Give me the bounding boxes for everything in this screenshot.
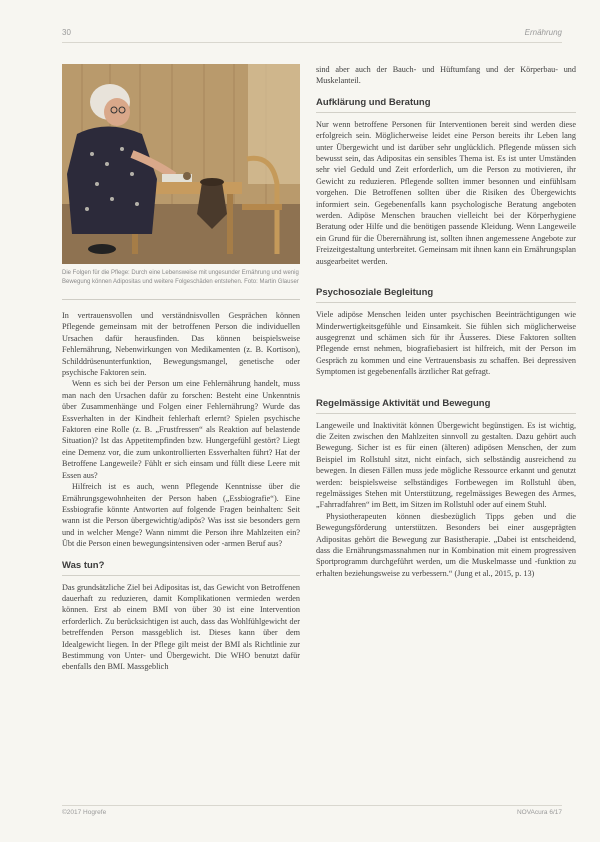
right-column (316, 64, 576, 579)
section-heading-aktivitaet: Regelmässige Aktivität und Bewegung (316, 398, 576, 414)
body-paragraph: Das grundsätzliche Ziel bei Adipositas ist, das Gewicht von Betroffenen dauerhaft zu reduzieren, damit Komplikationen vermieden werden können. Erst ab einem BMI von über 30 ist eine Intervention erforderlich. Zu berücksichtigen ist auch, dass das Wohlfühlgewicht der betreffenden Person massgeblich ist. Dieses kann über dem Idealgewicht liegen. In der Pflege gilt meist der BMI als Richtlinie zur Bestimmung von Unter- und Übergewicht. Die WHO benutzt dafür ebenfalls den BMI. Massgeblich (62, 582, 300, 672)
body-paragraph: Hilfreich ist es auch, wenn Pflegende Kenntnisse über die Ernährungsgewohnheiten der Person haben („Essbiografie“). Eine Essbiografie könnte Antworten auf folgende Fragen beinhalten: Seit wann ist die Person übergewichtig/adipös? Was isst sie besonders gern und in welcher Menge? Wann nimmt die Person ihre Mahlzeiten ein? Übt die Person einen bewegungsintensiven oder -armen Beruf aus? (62, 482, 300, 549)
body-paragraph: Viele adipöse Menschen leiden unter psychischen Beeinträchtigungen wie Minderwertigkeitsgefühle und Einsamkeit. Sie fühlen sich möglicherweise ausgegrenzt und schämen sich für ihr Äusseres. Diese Faktoren sollten Pflegende ernst nehmen, biografiebasiert ist hilfreich, mit der Person im Gespräch zu kommen und eine Vertrauensbasis zu schaffen. Bei depressiven Symptomen ist gegebenenfalls ärztlicher Rat gefragt. (316, 310, 576, 377)
section-name: Ernährung (524, 28, 562, 37)
page-footer (62, 805, 562, 816)
body-paragraph: sind aber auch der Bauch- und Hüftumfang und der Körperbau- und Muskelanteil. (316, 65, 576, 86)
body-paragraph: Langeweile und Inaktivität können Übergewicht begünstigen. Es ist wichtig, die Zeiten zwischen den Mahlzeiten sinnvoll zu gestalten. Dazu gehört auch Bewegung. Sicher ist es für einen (älteren) adipösen Menschen, der zum Beispiel im Rollstuhl sitzt, nicht einfach, sich selbständig ausreichend zu bewegen. In diesen Fällen muss jede mögliche Ressource erkannt und genutzt werden: beispielsweise selbständiges Fortbewegen im Rollstuhl üben, regelmässiges Stehen mit Unterstützung, regelmässiges Bewegen des Armes, „Fahrradfahren“ im Bett, im Sitzen im Rollstuhl oder auf einem Stuhl. (316, 420, 576, 510)
page-number: 30 (62, 28, 71, 37)
body-paragraph: Wenn es sich bei der Person um eine Fehlernährung handelt, muss man nach den Ursachen dafür zu forschen: Besteht eine Unkenntnis über Zusammenhänge und Folgen einer Fehlernährung? Wurde das Essverhalten in der Kindheit fehlerhaft erlernt? Spielen psychische Faktoren eine Rolle (z. B. „Frustfressen“ als Reaktion auf belastende Situation)? Ist das Appetitempfinden bzw. Hungergefühl gestört? Liegt eine Demenz vor, die zum unkontrollierten Essverhalten führt? Hat der Betroffene Langeweile? Fühlt er sich einsam und füllt diese Leere mit Essen aus? (62, 379, 300, 480)
body-paragraph: In vertrauensvollen und verständnisvollen Gesprächen können Pflegende gemeinsam mit der betroffenen Person die individuellen Ursachen dafür herausfinden. Das können beispielsweise Fehlernährung, Nebenwirkungen von Medikamenten (z. B. Kortison), Schilddrüsenunterfunktion, Bewegungsmangel, genetische oder psychische Faktoren sein. (62, 311, 300, 378)
body-paragraph: Nur wenn betroffene Personen für Interventionen bereit sind werden diese erfolgreich sein. Möglicherweise leidet eine Person bereits ihr Leben lang unter Übergewicht und ist darüber sehr unglücklich. Pflegende müssen sich bewusst sein, das Adipositas ein sensibles Thema ist. Es ist unter Umständen sehr viel Geduld und Zeit erforderlich, um die Person zu motivieren, ihr Gewicht zu reduzieren. Pflegende sollten immer besonnen und einfühlsam vorgehen. Die Betroffenen sollten über die Risiken des Übergewichts informiert sein. Gegebenenfalls kann psychologische Beratung angeboten werden. Adipöse Menschen brauchen vielleicht bei der Körperhygiene Beratung oder Hilfe und die benötigen passende Kleidung. Wenn Langeweile ein Grund für die Überernährung ist, sollten ihnen angemessene Angebote zur Freizeitgestaltung unterbreitet. Gemeinsam mit ihnen kann ein Ernährungsplan ausgearbeitet werden. (316, 119, 576, 266)
footer-issue: NOVAcura 6/17 (516, 809, 562, 816)
body-paragraph: Physiotherapeuten können diesbezüglich Tipps geben und die Bewegungsförderung unterstützen. Besonders bei einer ausgeprägten Adipositas gehört die Bewegung zur Basistherapie. „Dabei ist entscheidend, dass die Ernährungsmassnahmen nur in Kombination mit einem progressiven Sportprogramm durchgeführt werden, um die Muskelmasse und -funktion zu erhalten beziehungsweise zu verbessern.“ (Jung et al., 2015, p. 13) (316, 511, 576, 578)
footer-copyright: ©2017 Hogrefe (62, 809, 107, 816)
section-heading-psychosozial: Psychosoziale Begleitung (316, 287, 576, 303)
section-heading-was-tun: Was tun? (62, 560, 300, 576)
section-heading-aufklaerung: Aufklärung und Beratung (316, 97, 576, 113)
photo-caption: Die Folgen für die Pflege: Durch eine Lebensweise mit ungesunder Ernährung und wenig Bewegung können Adipositas und weitere Folgeschäden entstehen. Foto: Martin Glauser (62, 270, 299, 285)
photo-elderly-woman-at-table-icon (62, 64, 300, 264)
running-header (62, 28, 562, 43)
left-column (62, 64, 300, 673)
